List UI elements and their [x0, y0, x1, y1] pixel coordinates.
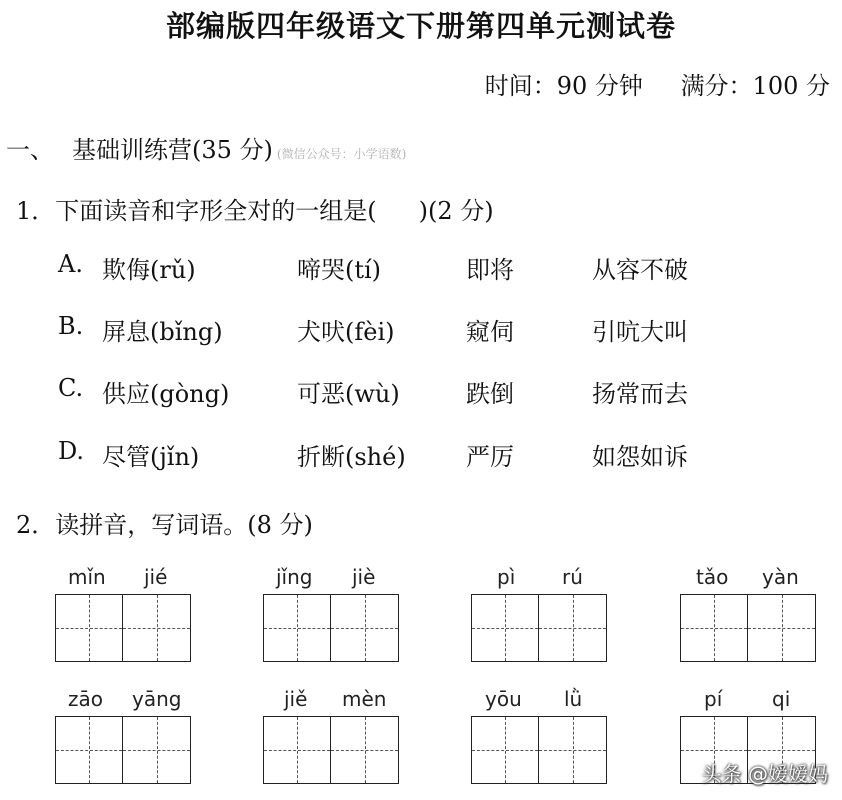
- writing-grid[interactable]: [471, 594, 607, 662]
- pinyin-text: rú: [562, 565, 583, 589]
- grid-cell[interactable]: [331, 717, 398, 783]
- option-word: 引吭大叫: [592, 318, 688, 346]
- option-word: 严厉: [466, 443, 514, 471]
- section-title: 基础训练营(35 分): [72, 136, 273, 164]
- question-1-stem-end: )(2 分): [418, 197, 494, 225]
- grid-cell[interactable]: [539, 717, 606, 783]
- pinyin-text: yàn: [762, 565, 799, 589]
- option-label: C.: [58, 374, 84, 402]
- pinyin-text: jiě: [284, 687, 308, 711]
- section-heading: [6, 130, 406, 165]
- option-word: 跌倒: [466, 380, 514, 408]
- full-score: 满分：100 分: [680, 72, 830, 100]
- writing-grid[interactable]: [680, 594, 816, 662]
- option-word: 如怨如诉: [592, 443, 688, 471]
- writing-grid[interactable]: [263, 594, 399, 662]
- pinyin-text: lǜ: [564, 687, 583, 711]
- option-label: D.: [58, 437, 85, 465]
- pinyin-text: qi: [772, 687, 791, 711]
- option-word: 可恶(wù): [297, 380, 400, 408]
- grid-cell[interactable]: [681, 595, 748, 661]
- question-1-stem-start: 1．下面读音和字形全对的一组是(: [16, 197, 377, 225]
- grid-cell[interactable]: [331, 595, 398, 661]
- grid-cell[interactable]: [56, 595, 123, 661]
- grid-cell[interactable]: [539, 595, 606, 661]
- option-word: 尽管(jǐn): [102, 443, 200, 471]
- pinyin-text: tǎo: [696, 565, 729, 589]
- grid-cell[interactable]: [123, 717, 190, 783]
- grid-cell[interactable]: [56, 717, 123, 783]
- pinyin-text: jiè: [352, 565, 376, 589]
- grid-cell[interactable]: [748, 595, 815, 661]
- grid-cell[interactable]: [472, 595, 539, 661]
- pinyin-text: pí: [704, 687, 723, 711]
- writing-grid[interactable]: [55, 594, 191, 662]
- page-title: 部编版四年级语文下册第四单元测试卷: [165, 9, 676, 43]
- writing-grid[interactable]: [471, 716, 607, 784]
- question-2-stem: 2．读拼音，写词语。(8 分): [16, 511, 313, 539]
- pinyin-text: jié: [144, 565, 168, 589]
- option-word: 即将: [466, 256, 514, 284]
- pinyin-text: yāng: [132, 687, 182, 711]
- grid-cell[interactable]: [472, 717, 539, 783]
- option-label: B.: [58, 312, 84, 340]
- option-word: 窥伺: [466, 318, 514, 346]
- watermark: 头条 @嫒嫒妈: [701, 762, 828, 786]
- option-word: 扬常而去: [592, 380, 688, 408]
- option-word: 供应(gòng): [102, 380, 230, 408]
- grid-cell[interactable]: [264, 717, 331, 783]
- pinyin-text: zāo: [68, 687, 103, 711]
- exam-meta: [485, 66, 830, 101]
- pinyin-text: pì: [497, 565, 516, 589]
- writing-grid[interactable]: [263, 716, 399, 784]
- time-limit: 时间：90 分钟: [484, 72, 643, 100]
- section-note: (微信公众号：小学语数): [276, 147, 407, 161]
- option-word: 犬吠(fèi): [297, 318, 395, 346]
- option-word: 折断(shé): [297, 443, 406, 471]
- section-number: 一、: [6, 136, 54, 164]
- option-word: 屏息(bǐng): [102, 318, 223, 346]
- grid-cell[interactable]: [264, 595, 331, 661]
- writing-grid[interactable]: [55, 716, 191, 784]
- option-word: 啼哭(tí): [297, 256, 382, 284]
- pinyin-text: mǐn: [68, 565, 106, 589]
- question-1-stem: [16, 191, 494, 226]
- pinyin-text: yōu: [485, 687, 522, 711]
- grid-cell[interactable]: [123, 595, 190, 661]
- option-word: 欺侮(rǔ): [102, 256, 196, 284]
- pinyin-text: jǐng: [276, 565, 313, 589]
- option-word: 从容不破: [592, 256, 688, 284]
- option-label: A.: [58, 250, 83, 278]
- pinyin-text: mèn: [342, 687, 387, 711]
